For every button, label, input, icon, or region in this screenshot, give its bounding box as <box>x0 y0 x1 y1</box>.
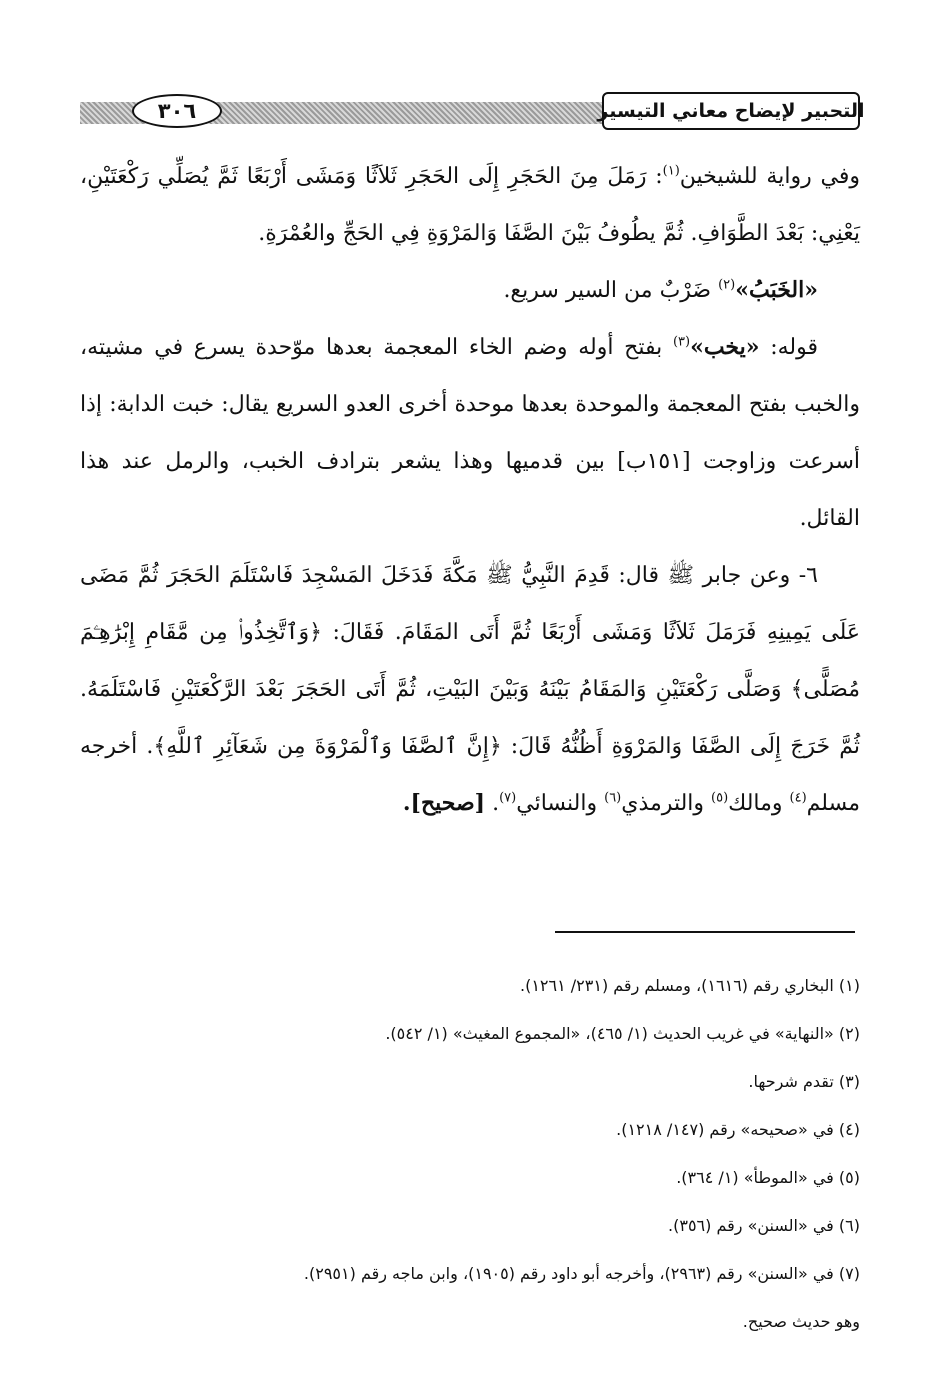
footnote-1: (١) البخاري رقم (١٦١٦)، ومسلم رقم (٢٣١/ ١٢٦١). <box>519 976 860 995</box>
p2-text: ضَرْبٌ من السير سريع. <box>503 278 719 303</box>
page-number-frame <box>132 94 222 128</box>
p2-term: «الخَبَبُ» <box>735 277 818 303</box>
p3-lead: قوله: <box>759 335 818 360</box>
book-title: التحبير لإيضاح معاني التيسير <box>597 100 865 122</box>
footnote-ref-4: (٤) <box>789 790 807 806</box>
paragraph-yakhubbu <box>80 319 860 547</box>
footnote-3: (٣) تقدم شرحها. <box>748 1072 860 1091</box>
p4-text-4: والنسائي <box>516 791 605 816</box>
footnote-ref-3: (٣) <box>672 334 691 350</box>
footnote-ref-5: (٥) <box>711 790 729 806</box>
footnote-7: (٧) في «السنن» رقم (٢٩٦٣)، وأخرجه أبو داود رقم (١٩٠٥)، وابن ماجه رقم (٢٩٥١). <box>303 1264 860 1283</box>
book-title-frame <box>597 92 865 130</box>
hadith-grade: [صحيح]. <box>402 790 486 816</box>
footnote-5: (٥) في «الموطأ» (١/ ٣٦٤). <box>676 1168 860 1187</box>
main-text <box>80 148 860 832</box>
footnote-7-continuation: وهو حديث صحيح. <box>742 1312 860 1331</box>
footnotes <box>80 962 860 1346</box>
p3-term: «يخب» <box>690 334 760 360</box>
p4-text-1: قال: قَدِمَ النَّبِيُّ ﷺ مَكَّةَ فَدَخَلَ المَسْجِدَ فَاسْتَلَمَ الحَجَرَ ثُمَّ مَضَى عَلَى يَمِينِهِ فَرَمَلَ ثَلاَثًا وَمَشَى أَرْبَعًا ثُمَّ أَتَى المَقَامَ. فَقَالَ: ﴿وَٱتَّخِذُوا۟ مِن مَّقَامِ إِبْرَٰهِـۧمَ مُصَلًّى﴾ وَصَلَّى رَكْعَتَيْنِ وَالمَقَامُ بَيْنَهُ وَبَيْنَ البَيْتِ، ثُمَّ أَتَى الحَجَرَ بَعْدَ الرَّكْعَتَيْنِ فَاسْتَلَمَهُ. ثُمَّ خَرَجَ إِلَى الصَّفَا وَالمَرْوَةِ أَظُنُّهُ قَالَ: ﴿إِنَّ ٱلصَّفَا وَٱلْمَرْوَةَ مِن شَعَآئِرِ ٱللَّهِ﴾. أخرجه مسلم <box>80 563 860 816</box>
footnote-ref-1: (١) <box>662 163 680 179</box>
p1-lead: وفي رواية للشيخين <box>679 164 860 189</box>
p4-lead: ٦- وعن جابر <box>694 563 818 588</box>
footnote-ref-7: (٧) <box>499 790 517 806</box>
paragraph-hadith-jabir <box>80 547 860 832</box>
footnote-6: (٦) في «السنن» رقم (٣٥٦). <box>668 1216 860 1235</box>
footnote-2: (٢) «النهاية» في غريب الحديث (١/ ٤٦٥)، «المجموع المغيث» (١/ ٥٤٢). <box>385 1024 860 1043</box>
footnote-ref-6: (٦) <box>604 790 622 806</box>
p4-text-3: والترمذي <box>621 791 712 816</box>
paragraph-khabab <box>80 262 860 319</box>
honorific-symbol: ﷺ <box>667 563 695 588</box>
p4-text-5: . <box>485 791 500 816</box>
p3-text: بفتح أوله وضم الخاء المعجمة بعدها موّحدة يسرع في مشيته، والخبب بفتح المعجمة والموحدة بعدها موحدة أخرى العدو السريع يقال: خبت الدابة: إذا أسرعت وزاوجت [١٥١ب] بين قدميها وهذا يشعر بترادف الخبب، والرمل عند هذا القائل. <box>80 335 861 531</box>
footnote-ref-2: (٢) <box>718 277 736 293</box>
footnote-4: (٤) في «صحيحه» رقم (١٤٧/ ١٢١٨). <box>616 1120 860 1139</box>
paragraph-shaykhayn <box>80 148 860 262</box>
p1-text: : رَمَلَ مِنَ الحَجَرِ إِلَى الحَجَرِ ثَلاَثًا وَمَشَى أَرْبَعًا ثَمَّ يُصَلِّي رَكْعَتَيْنِ، يَعْنِي: بَعْدَ الطَّوَافِ. ثُمَّ يطُوفُ بَيْنَ الصَّفَا وَالمَرْوَةِ فِي الحَجِّ والعُمْرَةِ. <box>80 164 860 246</box>
p4-text-2: ومالك <box>728 791 790 816</box>
page-number: ٣٠٦ <box>157 99 197 123</box>
footnote-separator <box>555 931 855 933</box>
page-header <box>80 92 865 140</box>
